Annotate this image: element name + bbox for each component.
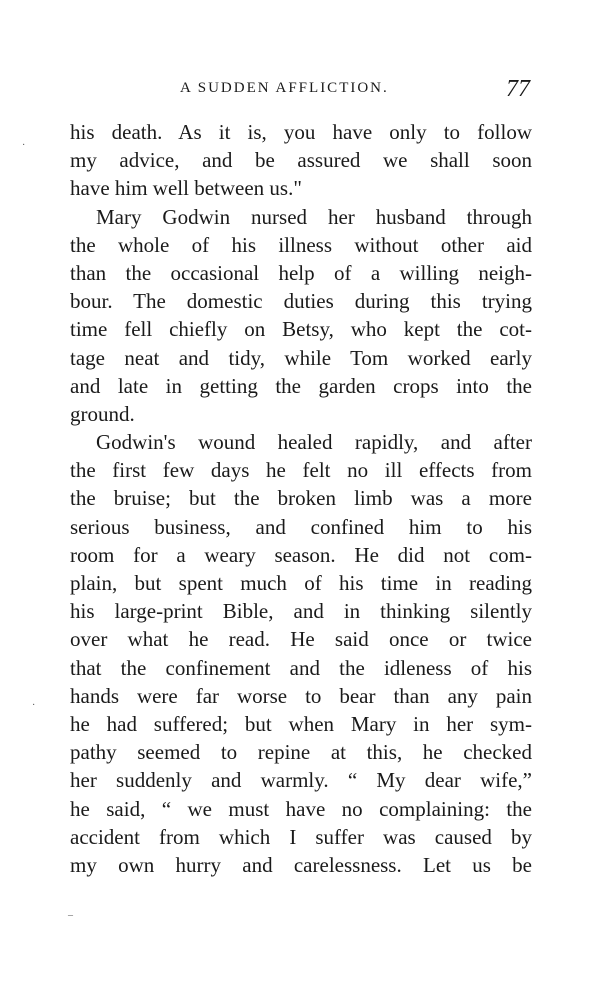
body-text (70, 118, 532, 879)
page-number: 77 (506, 76, 530, 102)
text-line: her suddenly and warmly. “ My dear wife,” (70, 768, 532, 793)
text-line: hands were far worse to bear than any pain (70, 683, 532, 708)
text-line: time fell chiefly on Betsy, who kept the cot- (70, 317, 532, 342)
text-line: plain, but spent much of his time in reading (70, 571, 532, 595)
text-line: accident from which I suffer was caused by (70, 824, 532, 849)
text-line: over what he read. He said once or twice (70, 627, 532, 652)
text-line: tage neat and tidy, while Tom worked early (70, 345, 532, 370)
margin-speck: · (22, 140, 26, 151)
text-line: ground. (70, 401, 135, 426)
text-line: my advice, and be assured we shall soon (70, 148, 532, 173)
text-line: he had suffered; but when Mary in her sym- (70, 711, 532, 736)
text-line: his death. As it is, you have only to follow (70, 120, 532, 144)
text-line: the whole of his illness without other aid (70, 232, 532, 257)
running-title: A SUDDEN AFFLICTION. (180, 80, 389, 96)
text-line: than the occasional help of a willing neigh- (70, 260, 532, 285)
text-line: room for a weary season. He did not com- (70, 542, 532, 567)
text-line: he said, “ we must have no complaining: the (70, 796, 532, 821)
text-line: bour. The domestic duties during this trying (70, 289, 532, 314)
text-line: Godwin's wound healed rapidly, and after (96, 430, 532, 455)
text-line: my own hurry and carelessness. Let us be (70, 852, 532, 877)
text-line: the first few days he felt no ill effects from (70, 458, 532, 483)
text-line: pathy seemed to repine at this, he checked (70, 740, 532, 765)
text-line: that the confinement and the idleness of his (70, 655, 532, 680)
text-line: Mary Godwin nursed her husband through (96, 204, 532, 229)
margin-speck: – (68, 910, 73, 921)
text-line: the bruise; but the broken limb was a more (70, 486, 532, 511)
text-line: and late in getting the garden crops into the (70, 373, 532, 398)
text-line: his large-print Bible, and in thinking silently (70, 599, 532, 624)
margin-speck: · (32, 700, 36, 711)
text-line: have him well between us." (70, 176, 302, 201)
running-head (70, 76, 530, 108)
text-line: serious business, and confined him to his (70, 514, 532, 539)
